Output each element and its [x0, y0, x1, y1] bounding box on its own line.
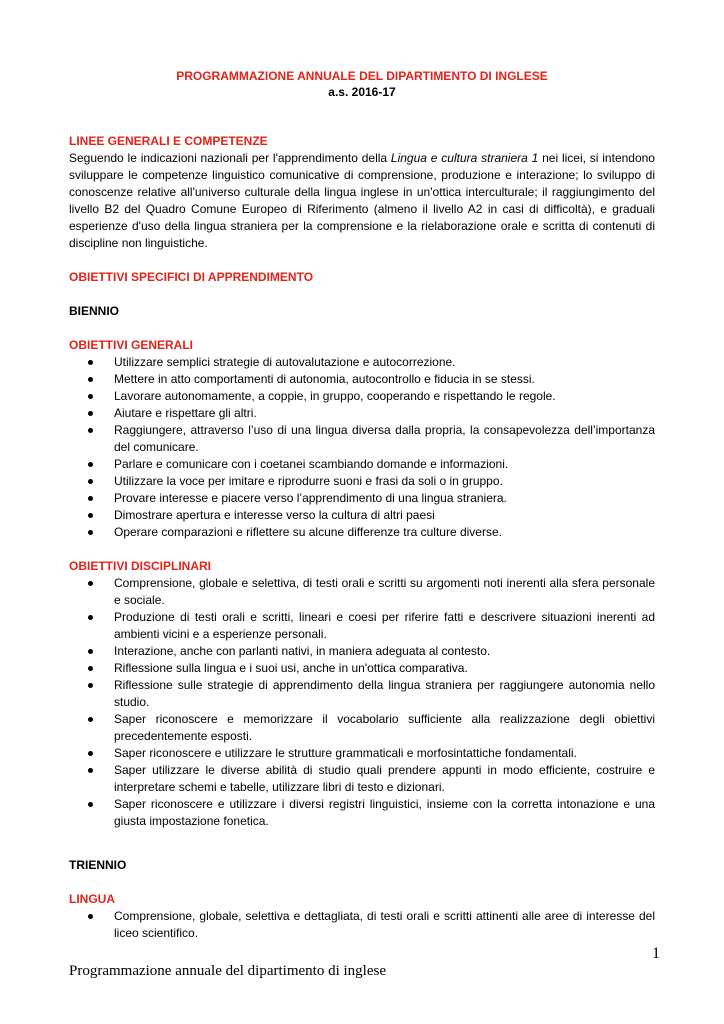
bullet-icon — [88, 360, 93, 365]
heading-lingua: LINGUA — [69, 892, 115, 906]
heading-obiettivi-disciplinari: OBIETTIVI DISCIPLINARI — [69, 559, 212, 573]
page-number: 1 — [652, 945, 660, 962]
list-obiettivi-disciplinari — [69, 575, 655, 830]
bullet-icon — [88, 462, 93, 467]
list-item: Aiutare e rispettare gli altri. — [69, 405, 655, 422]
page-footer: Programmazione annuale del dipartimento di inglese — [69, 963, 386, 979]
list-item: Saper riconoscere e memorizzare il vocabolario sufficiente alla realizzazione degli obiettivi precedentemente esposti. — [69, 711, 655, 745]
bullet-icon — [88, 768, 93, 773]
list-item: Provare interesse e piacere verso l’apprendimento di una lingua straniera. — [69, 490, 655, 507]
heading-biennio: BIENNIO — [69, 304, 120, 318]
list-item: Parlare e comunicare con i coetanei scambiando domande e informazioni. — [69, 456, 655, 473]
bullet-icon — [88, 914, 93, 919]
heading-obiettivi-generali: OBIETTIVI GENERALI — [69, 338, 194, 352]
list-item: Riflessione sulla lingua e i suoi usi, anche in un'ottica comparativa. — [69, 660, 655, 677]
paragraph-linee-generali — [69, 150, 655, 252]
heading-linee-generali: LINEE GENERALI E COMPETENZE — [69, 134, 268, 148]
list-item: Comprensione, globale, selettiva e dettagliata, di testi orali e scritti attinenti alle aree di interesse del liceo scientifico. — [69, 908, 655, 942]
bullet-icon — [88, 411, 93, 416]
bullet-icon — [88, 496, 93, 501]
document-body — [69, 68, 655, 942]
list-item: Saper riconoscere e utilizzare i diversi registri linguistici, insieme con la corretta intonazione e una giusta impostazione fonetica. — [69, 796, 655, 830]
school-year: a.s. 2016-17 — [328, 85, 396, 99]
paragraph-text-end: nei licei, si intendono sviluppare le competenze linguistico comunicative di comprensione, produzione e interazione; lo sviluppo di conoscenze relative all'universo culturale della lingua inglese in un'ottica interculturale; il raggiungimento del livello B2 del Quadro Comune Europeo di Riferimento (almeno il livello A2 in casi di difficoltà), e graduali esperienze d'uso della lingua straniera per la comprensione e la rielaborazione orale e scritta di contenuti di discipline non linguistiche. — [69, 151, 655, 250]
list-item: Lavorare autonomamente, a coppie, in gruppo, cooperando e rispettando le regole. — [69, 388, 655, 405]
bullet-icon — [88, 751, 93, 756]
bullet-icon — [88, 513, 93, 518]
bullet-icon — [88, 530, 93, 535]
bullet-icon — [88, 394, 93, 399]
list-item: Interazione, anche con parlanti nativi, in maniera adeguata al contesto. — [69, 643, 655, 660]
heading-triennio: TRIENNIO — [69, 858, 127, 872]
bullet-icon — [88, 802, 93, 807]
list-item: Mettere in atto comportamenti di autonomia, autocontrollo e fiducia in se stessi. — [69, 371, 655, 388]
bullet-icon — [88, 479, 93, 484]
list-item: Saper riconoscere e utilizzare le strutture grammaticali e morfosintattiche fondamentali. — [69, 745, 655, 762]
list-item: Utilizzare semplici strategie di autovalutazione e autocorrezione. — [69, 354, 655, 371]
bullet-icon — [88, 581, 93, 586]
paragraph-text-italic: Lingua e cultura straniera 1 — [390, 151, 539, 165]
bullet-icon — [88, 615, 93, 620]
document-title: PROGRAMMAZIONE ANNUALE DEL DIPARTIMENTO DI INGLESE — [176, 69, 548, 83]
list-item: Produzione di testi orali e scritti, lineari e coesi per riferire fatti e descrivere situazioni inerenti ad ambienti vicini e a esperienze personali. — [69, 609, 655, 643]
bullet-icon — [88, 649, 93, 654]
list-obiettivi-generali — [69, 354, 655, 541]
bullet-icon — [88, 683, 93, 688]
bullet-icon — [88, 377, 93, 382]
bullet-icon — [88, 428, 93, 433]
list-lingua — [69, 908, 655, 942]
list-item: Utilizzare la voce per imitare e riprodurre suoni e frasi da soli o in gruppo. — [69, 473, 655, 490]
list-item: Operare comparazioni e riflettere su alcune differenze tra culture diverse. — [69, 524, 655, 541]
list-item: Dimostrare apertura e interesse verso la cultura di altri paesi — [69, 507, 655, 524]
list-item: Riflessione sulle strategie di apprendimento della lingua straniera per raggiungere autonomia nello studio. — [69, 677, 655, 711]
list-item: Raggiungere, attraverso l’uso di una lingua diversa dalla propria, la consapevolezza dell’importanza del comunicare. — [69, 422, 655, 456]
list-item: Saper utilizzare le diverse abilità di studio quali prendere appunti in modo efficiente, costruire e interpretare schemi e tabelle, utilizzare libri di testo e dizionari. — [69, 762, 655, 796]
heading-obiettivi-specifici: OBIETTIVI SPECIFICI DI APPRENDIMENTO — [69, 270, 314, 284]
paragraph-text-start: Seguendo le indicazioni nazionali per l'apprendimento della — [69, 151, 391, 165]
list-item: Comprensione, globale e selettiva, di testi orali e scritti su argomenti noti inerenti alla sfera personale e sociale. — [69, 575, 655, 609]
bullet-icon — [88, 666, 93, 671]
bullet-icon — [88, 717, 93, 722]
